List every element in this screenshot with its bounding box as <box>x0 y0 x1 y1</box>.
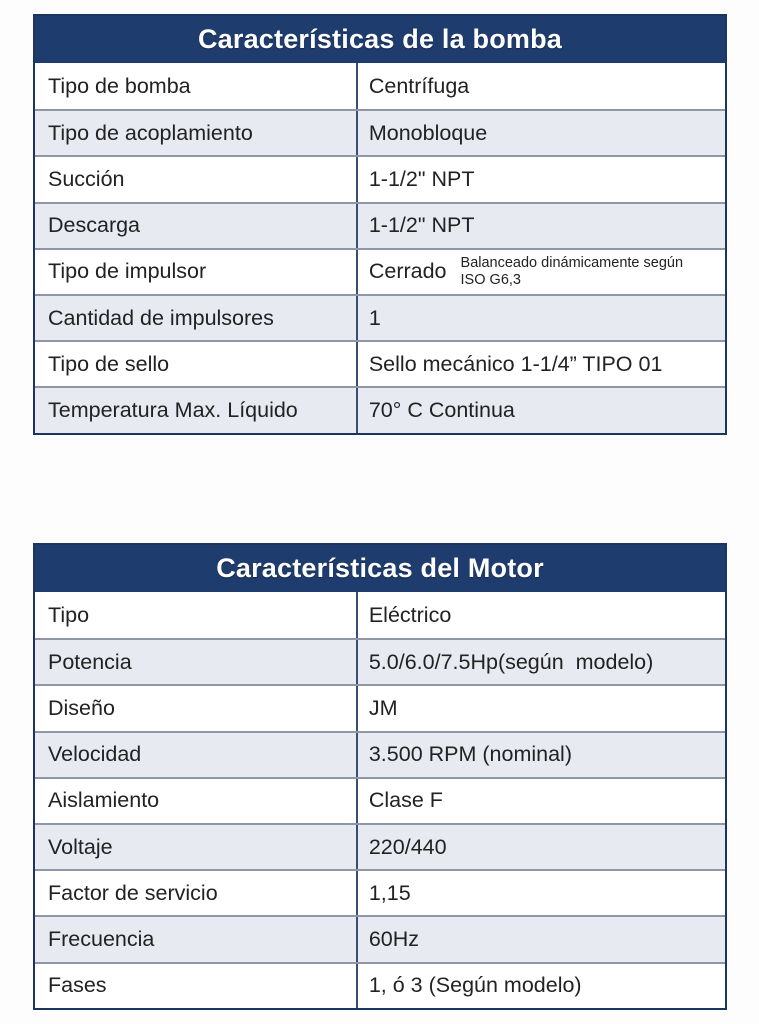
motor-characteristics-table <box>33 543 727 1010</box>
spec-value-cell <box>356 825 725 869</box>
spec-label-cell <box>35 964 356 1008</box>
spec-label: Temperatura Max. Líquido <box>48 397 298 422</box>
spec-label: Frecuencia <box>48 926 155 951</box>
spec-value-cell <box>356 779 725 823</box>
spec-label-cell <box>35 640 356 684</box>
spec-label-cell <box>35 111 356 155</box>
spec-value-cell <box>356 111 725 155</box>
spec-label-cell <box>35 204 356 248</box>
spec-row <box>35 962 725 1008</box>
spec-value: 1-1/2" NPT <box>368 213 475 238</box>
motor-table-title: Características del Motor <box>35 545 725 592</box>
spec-value-cell <box>356 250 725 294</box>
spec-label-cell <box>35 296 356 340</box>
spec-label-cell <box>35 779 356 823</box>
spec-value: Cerrado <box>368 259 447 284</box>
spec-label-cell <box>35 388 356 432</box>
spec-label: Voltaje <box>48 834 113 859</box>
spec-row <box>35 684 725 730</box>
spec-value-cell <box>356 733 725 777</box>
spec-value: 1, ó 3 (Según modelo) <box>368 973 582 998</box>
spec-label: Potencia <box>48 649 132 674</box>
spec-value-cell <box>356 592 725 638</box>
spec-value: 1-1/2" NPT <box>368 166 475 191</box>
spec-value-cell <box>356 964 725 1008</box>
spec-label-cell <box>35 686 356 730</box>
spec-label-cell <box>35 250 356 294</box>
spec-label-cell <box>35 342 356 386</box>
spec-label-cell <box>35 592 356 638</box>
spec-label: Aislamiento <box>48 788 160 813</box>
spec-row <box>35 109 725 155</box>
spec-value: 1 <box>368 305 381 330</box>
spec-row <box>35 294 725 340</box>
spec-label: Descarga <box>48 213 141 238</box>
spec-row <box>35 202 725 248</box>
pump-characteristics-table <box>33 14 727 435</box>
spec-value-cell <box>356 388 725 432</box>
spec-label-cell <box>35 825 356 869</box>
spec-row <box>35 248 725 294</box>
spec-value: JM <box>368 695 398 720</box>
spec-value: Monobloque <box>368 120 488 145</box>
spec-label: Factor de servicio <box>48 880 218 905</box>
motor-table-rows <box>35 592 725 1008</box>
pump-table-rows <box>35 63 725 433</box>
spec-value-cell <box>356 63 725 109</box>
spec-value: 3.500 RPM (nominal) <box>368 742 572 767</box>
spec-value-cell <box>356 917 725 961</box>
spec-value: 5.0/6.0/7.5Hp(según modelo) <box>368 649 654 674</box>
spec-row <box>35 777 725 823</box>
spec-row <box>35 63 725 109</box>
spec-label: Tipo de bomba <box>48 73 191 98</box>
spec-label-cell <box>35 157 356 201</box>
spec-value: Sello mecánico 1-1/4” TIPO 01 <box>368 351 663 376</box>
spec-value: Eléctrico <box>368 602 452 627</box>
spec-label: Tipo de impulsor <box>48 259 207 284</box>
spec-label-cell <box>35 871 356 915</box>
spec-label: Tipo de sello <box>48 351 170 376</box>
spec-label-cell <box>35 63 356 109</box>
spec-value: Centrífuga <box>368 73 470 98</box>
spec-label: Fases <box>48 973 107 998</box>
spec-label-cell <box>35 917 356 961</box>
spec-row <box>35 386 725 432</box>
spec-row <box>35 823 725 869</box>
pump-table-title: Características de la bomba <box>35 16 725 63</box>
spec-row <box>35 340 725 386</box>
spec-row <box>35 592 725 638</box>
spec-row <box>35 731 725 777</box>
spec-label: Diseño <box>48 695 115 720</box>
spec-row <box>35 869 725 915</box>
spec-label: Cantidad de impulsores <box>48 305 274 330</box>
spec-value: 70° C Continua <box>368 397 515 422</box>
spec-value-cell <box>356 296 725 340</box>
spec-value-cell <box>356 686 725 730</box>
spec-row <box>35 915 725 961</box>
spec-label: Tipo de acoplamiento <box>48 120 253 145</box>
spec-label-cell <box>35 733 356 777</box>
spec-label: Tipo <box>48 602 90 627</box>
spec-row <box>35 638 725 684</box>
spec-value-cell <box>356 640 725 684</box>
spec-value-cell <box>356 342 725 386</box>
spec-label: Velocidad <box>48 742 142 767</box>
spec-value: 1,15 <box>368 880 411 905</box>
spec-value-note: Balanceado dinámicamente según ISO G6,3 <box>460 254 684 288</box>
spec-row <box>35 155 725 201</box>
spec-value-cell <box>356 157 725 201</box>
spec-value: Clase F <box>368 788 443 813</box>
spec-value-cell <box>356 204 725 248</box>
spec-value-cell <box>356 871 725 915</box>
spec-label: Succión <box>48 166 125 191</box>
spec-value: 220/440 <box>368 834 447 859</box>
spec-value: 60Hz <box>368 926 420 951</box>
